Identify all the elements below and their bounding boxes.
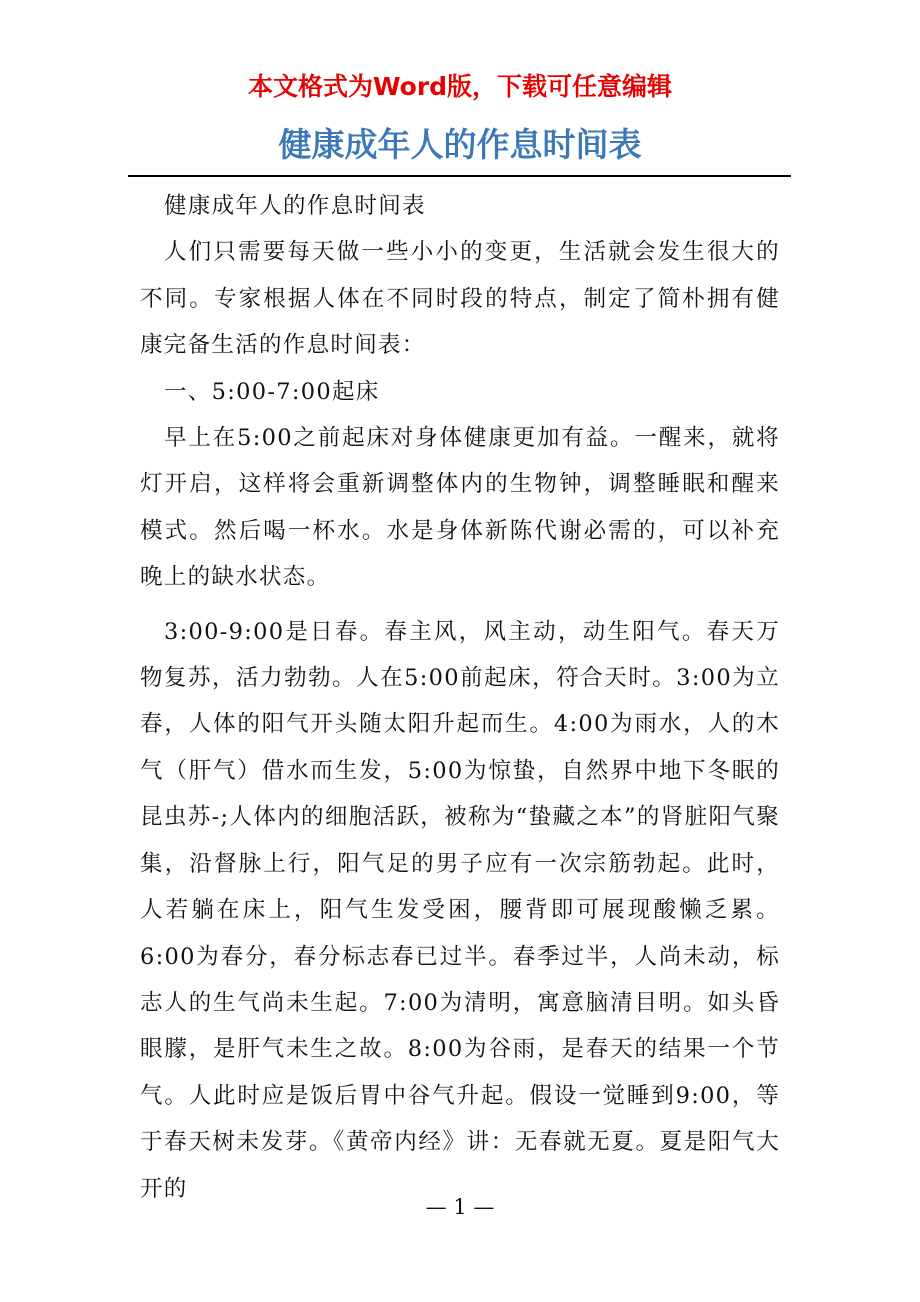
document-body [140, 183, 780, 1212]
document-title: 健康成年人的作息时间表 [278, 125, 642, 164]
page-number: — 1 — [425, 1195, 495, 1219]
paragraph-wake-up: 早上在5:00之前起床对身体健康更加有益。一醒来，就将灯开启，这样将会重新调整体内的生物钟，调整睡眠和醒来模式。然后喝一杯水。水是身体新陈代谢必需的，可以补充晚上的缺水状态。 [140, 425, 780, 591]
paragraph-spring: 3:00-9:00是日春。春主风，风主动，动生阳气。春天万物复苏，活力勃勃。人在5:00前起床，符合天时。3:00为立春，人体的阳气开头随太阳升起而生。4:00为雨水，人的木气（肝气）借水而生发，5:00为惊蛰，自然界中地下冬眠的昆虫苏-;人体内的细胞活跃，被称为“蛰藏之本”的肾脏阳气聚集，沿督脉上行，阳气足的男子应有一次宗筋勃起。此时，人若躺在床上，阳气生发受困，腰背即可展现酸懒乏累。6:00为春分，春分标志春已过半。春季过半，人尚未动，标志人的生气尚未生起。7:00为清明，寓意脑清目明。如头昏眼朦，是肝气未生之故。8:00为谷雨，是春天的结果一个节气。人此时应是饭后胃中谷气升起。假设一觉睡到9:00，等于春天树未发芽。《黄帝内经》讲：无春就无夏。夏是阳气大开的 [140, 618, 780, 1202]
download-notice: 本文格式为Word版，下载可任意编辑 [247, 72, 673, 101]
section-heading: 一、5:00-7:00起床 [164, 378, 380, 405]
paragraph-subtitle: 健康成年人的作息时间表 [164, 193, 426, 219]
paragraph-intro: 人们只需要每天做一些小小的变更，生活就会发生很大的不同。专家根据人体在不同时段的特点，制定了简朴拥有健康完备生活的作息时间表： [140, 239, 780, 359]
header-divider [128, 175, 791, 177]
